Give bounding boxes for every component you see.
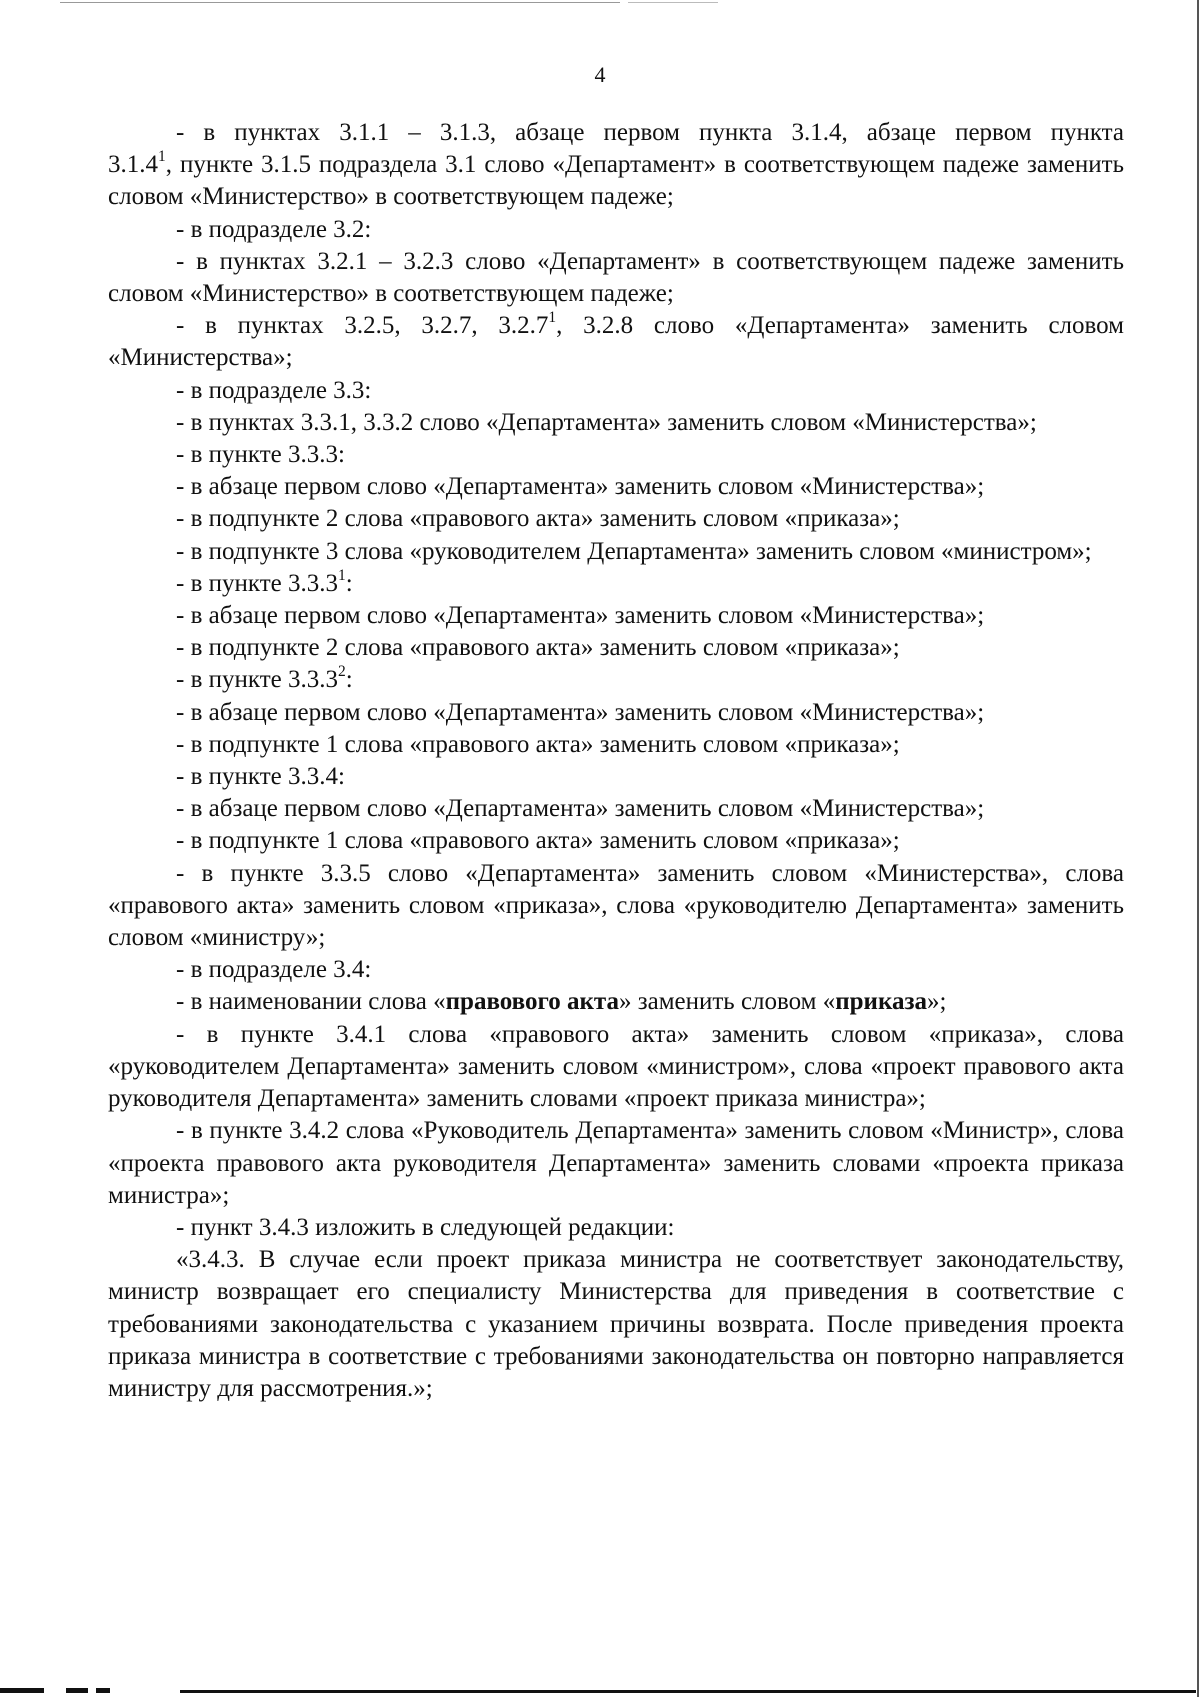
superscript: 2 [337,663,346,681]
paragraph-26 [108,1212,1124,1244]
paragraph-1 [108,117,1124,149]
paragraph-18 [108,761,1124,793]
scan-artifact-bottom-mark [0,1688,44,1693]
scan-artifact-bottom-mark [96,1688,110,1693]
paragraph-2 [108,149,1124,213]
page-number: 4 [594,62,606,87]
paragraph-text: - в пункте 3.3.3 [176,666,338,694]
paragraph-text: , пункте 3.1.5 подраздела 3.1 слово «Департамент» в соответствующем падеже заменить словом «Министерство» в соответствующем падеже; [108,151,1124,211]
scan-artifact-right-edge [1197,0,1199,1697]
superscript: 1 [158,148,166,166]
paragraph-10 [108,503,1124,535]
paragraph-11 [108,536,1124,568]
paragraph-text: - в подпункте 2 слова «правового акта» заменить словом «приказа»; [176,634,900,662]
paragraph-text: «3.4.3. В случае если проект приказа министра не соответствует законодательству, министр возвращает его специалисту Министерства для приведения в соответствие с требованиями законодательства с указанием причины возврата. После приведения проекта приказа министра в соответствие с требованиями законодательства он повторно направляется министру для рассмотрения.»; [108,1246,1124,1402]
paragraph-24 [108,1019,1124,1116]
paragraph-text: - в абзаце первом слово «Департамента» заменить словом «Министерства»; [176,473,985,501]
paragraph-text: - в подпункте 2 слова «правового акта» заменить словом «приказа»; [176,505,900,533]
paragraph-3 [108,214,1124,246]
paragraph-7 [108,407,1124,439]
paragraph-8 [108,439,1124,471]
bold-phrase: приказа [835,988,928,1016]
paragraph-text: - в абзаце первом слово «Департамента» заменить словом «Министерства»; [176,698,985,726]
scan-artifact-bottom-line [180,1690,1196,1693]
paragraph-25 [108,1115,1124,1212]
paragraph-23 [108,986,1124,1018]
paragraph-text: - в пункте 3.3.4: [176,763,345,791]
document-body [108,117,1124,1405]
paragraph-text: - в подразделе 3.3: [176,376,372,404]
paragraph-16 [108,697,1124,729]
paragraph-4 [108,246,1124,310]
paragraph-19 [108,793,1124,825]
scan-artifact-bottom-mark [66,1688,88,1693]
paragraph-text: - в пункте 3.4.2 слова «Руководитель Департамента» заменить словом «Министр», слова «проекта правового акта руководителя Департамента» заменить словами «проекта приказа министра»; [108,1117,1124,1209]
paragraph-15 [108,664,1124,696]
paragraph-text: - в подразделе 3.4: [176,956,372,984]
paragraph-text: - пункт 3.4.3 изложить в следующей редакции: [176,1213,675,1241]
paragraph-text: - в пунктах 3.2.5, 3.2.7, 3.2.7 [176,312,549,340]
paragraph-text: - в подпункте 1 слова «правового акта» заменить словом «приказа»; [176,827,900,855]
paragraph-text: : [345,569,353,597]
paragraph-text: - в пункте 3.3.3 [176,569,338,597]
paragraph-text: - в подразделе 3.2: [176,215,372,243]
paragraph-text: - в абзаце первом слово «Департамента» заменить словом «Министерства»; [176,602,985,630]
paragraph-text: - в пунктах 3.2.1 – 3.2.3 слово «Департамент» в соответствующем падеже заменить словом «Министерство» в соответствующем падеже; [108,247,1124,308]
paragraph-27 [108,1244,1124,1405]
paragraph-text: - в пункте 3.4.1 слова «правового акта» заменить словом «приказа», слова «руководителем Департамента» заменить словом «министром», слова «проект правового акта руководителя Департамента» заменить словами «проект приказа министра»; [108,1020,1124,1113]
paragraph-14 [108,632,1124,664]
scan-artifact-top-dash [628,2,718,3]
paragraph-text: - в пунктах 3.1.1 – 3.1.3, абзаце первом пункта 3.1.4, абзаце первом пункта [176,119,1124,146]
superscript: 1 [337,566,346,584]
scan-artifact-top-line [60,2,620,3]
paragraph-text: » заменить словом « [618,988,836,1016]
paragraph-13 [108,600,1124,632]
paragraph-text: »; [927,988,947,1016]
paragraph-17 [108,729,1124,761]
paragraph-text: - в наименовании слова « [176,988,446,1016]
paragraph-9 [108,471,1124,503]
paragraph-text: - в пунктах 3.3.1, 3.3.2 слово «Департамента» заменить словом «Министерства»; [176,408,1037,436]
paragraph-21 [108,858,1124,955]
paragraph-text: : [345,666,353,694]
paragraph-20 [108,825,1124,857]
paragraph-text: - в подпункте 3 слова «руководителем Департамента» заменить словом «министром»; [176,537,1092,565]
paragraph-6 [108,375,1124,407]
superscript: 1 [548,309,557,327]
paragraph-text: , 3.2.8 слово «Департамента» заменить словом «Министерства»; [108,312,1124,372]
paragraph-5 [108,310,1124,374]
paragraph-text: - в пункте 3.3.5 слово «Департамента» заменить словом «Министерства», слова «правового акта» заменить словом «приказа», слова «руководителю Департамента» заменить словом «министру»; [108,859,1124,952]
paragraph-text: - в подпункте 1 слова «правового акта» заменить словом «приказа»; [176,730,900,758]
paragraph-text: - в пункте 3.3.3: [176,441,345,469]
paragraph-22 [108,954,1124,986]
bold-phrase: правового акта [445,988,619,1016]
paragraph-text: - в абзаце первом слово «Департамента» заменить словом «Министерства»; [176,795,985,823]
paragraph-12 [108,568,1124,600]
paragraph-text: 3.1.4 [108,151,158,179]
